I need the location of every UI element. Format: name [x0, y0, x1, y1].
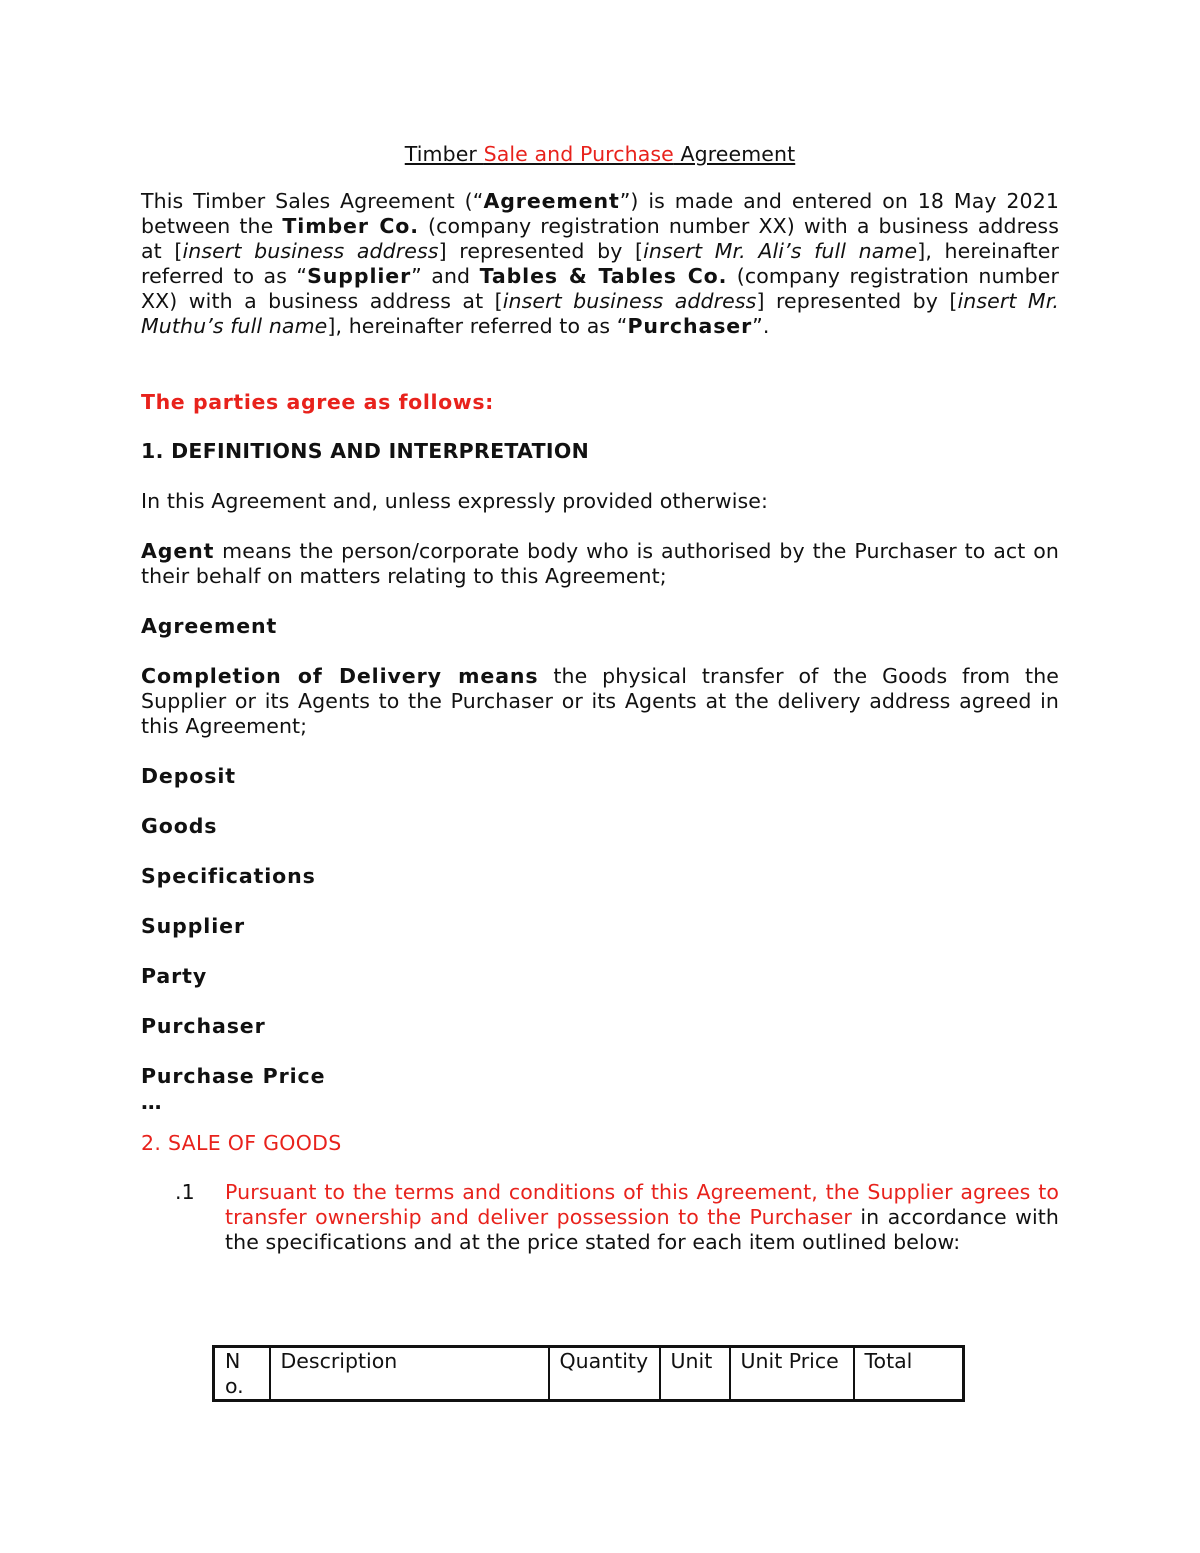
definition-term: Party	[141, 964, 208, 988]
header-cell-unit: Unit	[660, 1347, 730, 1401]
header-cell-total: Total	[854, 1347, 964, 1401]
title-part: Timber	[404, 142, 484, 166]
parties-agree-line: The parties agree as follows:	[141, 390, 494, 414]
title-part: Agreement	[673, 142, 796, 166]
header-cell-description: Description	[270, 1347, 549, 1401]
clause-number: .1	[175, 1180, 195, 1204]
definition-completion	[141, 664, 1059, 739]
section-1-heading: 1. DEFINITIONS AND INTERPRETATION	[141, 439, 590, 463]
definition-term: Purchase Price	[141, 1064, 326, 1088]
definition-term: Deposit	[141, 764, 237, 788]
header-cell-no: No.	[214, 1347, 270, 1401]
definition-agent	[141, 539, 1059, 589]
definition-term: Agent	[141, 539, 215, 563]
header-cell-quantity: Quantity	[549, 1347, 660, 1401]
clause-text: Pursuant to the terms and conditions of this Agreement, the Supplier agrees to transfer ownership and deliver possession to the Purchaser in accordance with the specifications and at the price stated for each item outlined below:	[225, 1180, 1059, 1254]
definition-term: Goods	[141, 814, 218, 838]
title-part-highlight: Sale and Purchase	[483, 142, 674, 166]
definition-term: Purchaser	[141, 1014, 266, 1038]
definition-term: Specifications	[141, 864, 316, 888]
definition-term: Supplier	[141, 914, 245, 938]
definition-term: Completion of Delivery means	[141, 664, 539, 688]
goods-table	[212, 1345, 965, 1402]
definition-text: means the person/corporate body who is authorised by the Purchaser to act on their behalf on matters relating to this Agreement;	[141, 539, 1059, 588]
header-cell-unit-price: Unit Price	[730, 1347, 854, 1401]
definition-agreement: Agreement	[141, 614, 278, 638]
intro-paragraph: This Timber Sales Agreement (“Agreement”) is made and entered on 18 May 2021 between the Timber Co. (company registration number XX) with a business address at [insert business address] represented by [insert Mr. Ali’s full name], hereinafter referred to as “Supplier” and Tables & Tables Co. (company registration number XX) with a business address at [insert business address] represented by [insert Mr. Muthu’s full name], hereinafter referred to as “Purchaser”.	[141, 189, 1060, 338]
section-2-heading: 2. SALE OF GOODS	[141, 1131, 342, 1155]
document-page	[141, 140, 1059, 1255]
definition-text: the physical transfer of the Goods from the Supplier or its Agents to the Purchaser or its Agents at the delivery address agreed in this Agreement;	[141, 664, 1059, 738]
definitions-lead: In this Agreement and, unless expressly provided otherwise:	[141, 489, 768, 513]
clause-2-1	[141, 1180, 1059, 1255]
table-header-row	[214, 1347, 964, 1401]
document-title	[141, 140, 1059, 168]
definitions-ellipsis: …	[141, 1090, 162, 1114]
